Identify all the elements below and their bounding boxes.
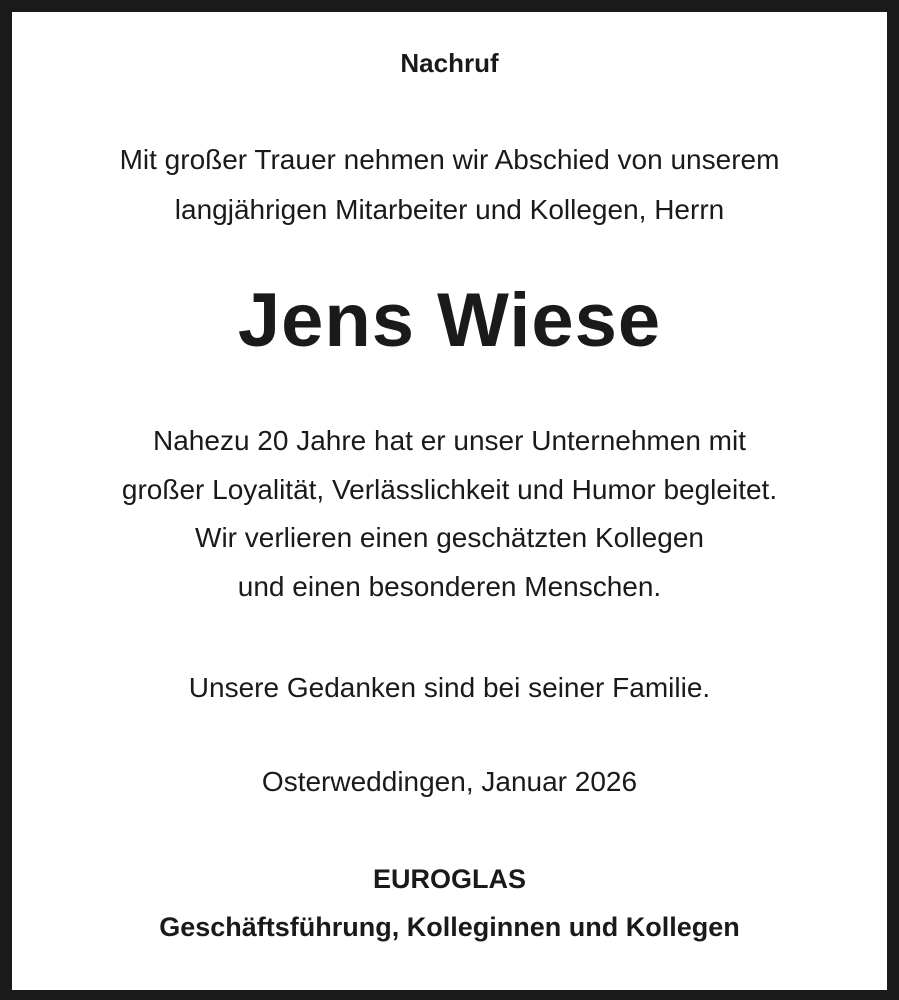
tribute-line-3: Wir verlieren einen geschätzten Kollegen xyxy=(195,522,704,553)
tribute-line-1: Nahezu 20 Jahre hat er unser Unternehmen mit xyxy=(153,425,746,456)
signers-line: Geschäftsführung, Kolleginnen und Kollegen xyxy=(159,912,740,942)
obituary-heading: Nachruf xyxy=(400,48,499,78)
intro-line-1: Mit großer Trauer nehmen wir Abschied von unserem xyxy=(119,144,780,175)
tribute-line-2: großer Loyalität, Verlässlichkeit und Humor begleitet. xyxy=(121,474,778,505)
deceased-name: Jens Wiese xyxy=(237,278,662,363)
intro-line-2: langjährigen Mitarbeiter und Kollegen, Herrn xyxy=(174,194,725,225)
place-and-date: Osterweddingen, Januar 2026 xyxy=(261,766,638,797)
company-name: EUROGLAS xyxy=(372,864,526,894)
thoughts-line: Unsere Gedanken sind bei seiner Familie. xyxy=(188,672,711,703)
tribute-line-4: und einen besonderen Menschen. xyxy=(237,571,662,602)
